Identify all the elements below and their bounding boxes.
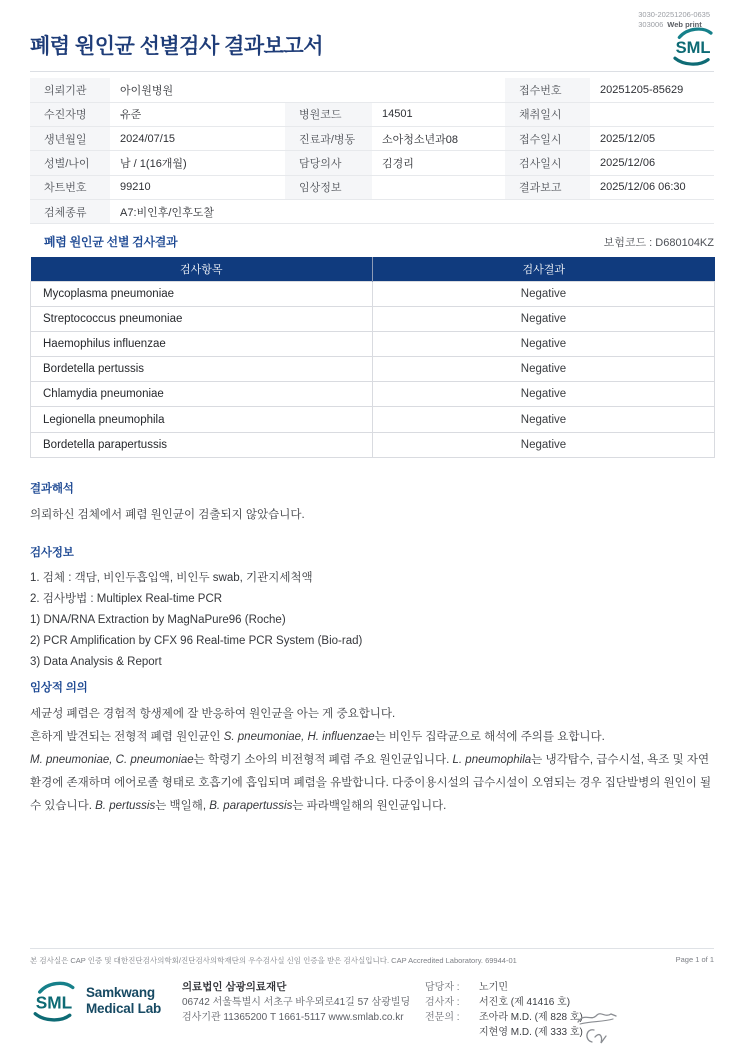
info-label: 채취일시 [505,102,590,126]
table-row [31,357,715,382]
info-label: 임상정보 [285,175,372,199]
info-value: 2025/12/05 [590,127,714,151]
info-value: 소아청소년과08 [372,127,505,151]
table-row [31,407,715,432]
brand-name: Samkwang Medical Lab [86,985,162,1016]
signature-icon [575,1009,619,1027]
clinical-paragraph: M. pneumoniae, C. pneumoniae는 학령기 소아의 비전형적 폐렴 주요 원인균입니다. L. pneumophila는 냉각탑수, 급수시설, 욕조 및 자연환경에 존재하며 에어로졸 형태로 호흡기에 흡입되며 폐렴을 유발합니다. 다중이용시설의 급수시설이 오염되는 경우 집단발병의 원인이 될 수 있습니다. B. pertussis는 백일해, B. parapertussis는 파라백일해의 원인균입니다. [30,754,712,812]
info-value: A7:비인후/인후도찰 [110,199,714,223]
test-info-line: 2) PCR Amplification by CFX 96 Real-time PCR System (Bio-rad) [30,635,363,647]
interpretation-heading: 결과해석 [30,483,74,495]
organization-contact: 검사기관 11365200 T 1661-5117 www.smlab.co.kr [182,1012,404,1023]
document-number-line2: 303006 Web print [638,19,702,29]
patient-info-table [30,78,714,224]
staff-row: 전문의 : 조아라 M.D. (제 828 호) [425,1012,583,1023]
organization-name: 의료법인 삼광의료재단 [182,981,287,993]
table-row [31,331,715,356]
organization-address: 06742 서울특별시 서초구 바우뫼로41길 57 삼광빌딩 [182,997,411,1008]
info-value: 2025/12/06 [590,151,714,175]
test-item: Legionella pneumophila [31,407,373,432]
test-item: Chlamydia pneumoniae [31,382,373,407]
info-value: 99210 [110,175,285,199]
info-value: 2024/07/15 [110,127,285,151]
test-info-section [30,544,714,673]
staff-info [425,980,583,1040]
test-item: Haemophilus influenzae [31,331,373,356]
organization-info [182,980,410,1025]
info-row [30,78,714,102]
test-result: Negative [373,281,715,306]
interpretation-section [30,480,714,526]
test-info-line: 1) DNA/RNA Extraction by MagNaPure96 (Roche) [30,614,286,626]
info-value: 남 / 1(16개월) [110,151,285,175]
report-header [30,0,714,72]
info-label: 성별/나이 [30,151,110,175]
result-section-header [30,231,714,253]
page-title: 폐렴 원인균 선별검사 결과보고서 [30,35,324,58]
web-print-label: Web print [667,19,702,29]
info-label: 차트번호 [30,175,110,199]
clinical-heading: 임상적 의의 [30,682,88,694]
info-row [30,199,714,223]
result-section-title: 폐렴 원인균 선별 검사결과 [44,235,178,249]
test-result: Negative [373,382,715,407]
info-label: 생년월일 [30,127,110,151]
info-label: 수진자명 [30,102,110,126]
test-result: Negative [373,432,715,457]
staff-row: 담당자 : 노기민 [425,982,508,993]
result-table-header-row [31,257,715,281]
test-item: Bordetella parapertussis [31,432,373,457]
test-item: Bordetella pertussis [31,357,373,382]
footer-brand [30,979,161,1023]
signature-icon [582,1027,608,1047]
info-label: 결과보고 [505,175,590,199]
document-number-line1: 3030-20251206-0635 [638,10,710,19]
interpretation-text: 의뢰하신 검체에서 폐렴 원인균이 검출되지 않았습니다. [30,509,305,521]
info-value [372,175,505,199]
report-footer [30,948,714,1044]
info-label: 의뢰기관 [30,78,110,102]
info-value [590,102,714,126]
info-row [30,102,714,126]
test-result: Negative [373,306,715,331]
result-column-header: 검사결과 [373,257,715,281]
insurance-code: 보험코드 : D680104KZ [603,237,714,249]
clinical-paragraph: 흔하게 발견되는 전형적 폐렴 원인균인 S. pneumoniae, H. influenzae는 비인두 집락균으로 해석에 주의를 요합니다. [30,731,605,743]
test-result: Negative [373,407,715,432]
info-value: 2025/12/06 06:30 [590,175,714,199]
info-label: 접수번호 [505,78,590,102]
result-table [30,257,715,458]
info-label: 진료과/병동 [285,127,372,151]
info-label: 검사일시 [505,151,590,175]
info-row [30,151,714,175]
clinical-body [30,703,714,818]
test-result: Negative [373,357,715,382]
accreditation-text: 본 검사실은 CAP 인증 및 대한진단검사의학회/진단검사의학재단의 우수검사실 신임 인증을 받은 검사실입니다. CAP Accredited Laboratory. 69944-01 [30,956,517,965]
test-info-heading: 검사정보 [30,547,74,559]
svg-text:SML: SML [35,992,73,1013]
result-column-header: 검사항목 [31,257,373,281]
test-result: Negative [373,331,715,356]
info-label: 병원코드 [285,102,372,126]
test-info-body [30,568,714,673]
info-value: 아이원병원 [110,78,505,102]
info-label: 접수일시 [505,127,590,151]
staff-row: 지현영 M.D. (제 333 호) [479,1027,583,1038]
info-value: 14501 [372,102,505,126]
info-row [30,127,714,151]
sml-logo-icon [670,25,716,67]
clinical-significance-section [30,679,714,818]
info-label: 검체종류 [30,199,110,223]
info-label: 담당의사 [285,151,372,175]
table-row [31,306,715,331]
test-item: Streptococcus pneumoniae [31,306,373,331]
table-row [31,382,715,407]
info-value: 유준 [110,102,285,126]
test-info-line: 1. 검체 : 객담, 비인두흡입액, 비인두 swab, 기관지세척액 [30,572,313,584]
info-value: 20251205-85629 [590,78,714,102]
staff-row: 검사자 : 서진호 (제 41416 호) [425,997,571,1008]
test-info-line: 3) Data Analysis & Report [30,656,162,668]
table-row [31,281,715,306]
svg-text:SML: SML [675,38,711,58]
sml-logo-icon [30,979,78,1023]
test-item: Mycoplasma pneumoniae [31,281,373,306]
page-number: Page 1 of 1 [675,955,714,964]
info-value: 김경리 [372,151,505,175]
clinical-paragraph: 세균성 폐렴은 경험적 항생제에 잘 반응하여 원인균을 아는 게 중요합니다. [30,708,396,720]
info-row [30,175,714,199]
table-row [31,432,715,457]
test-info-line: 2. 검사방법 : Multiplex Real-time PCR [30,593,223,605]
sml-logo [670,25,716,72]
